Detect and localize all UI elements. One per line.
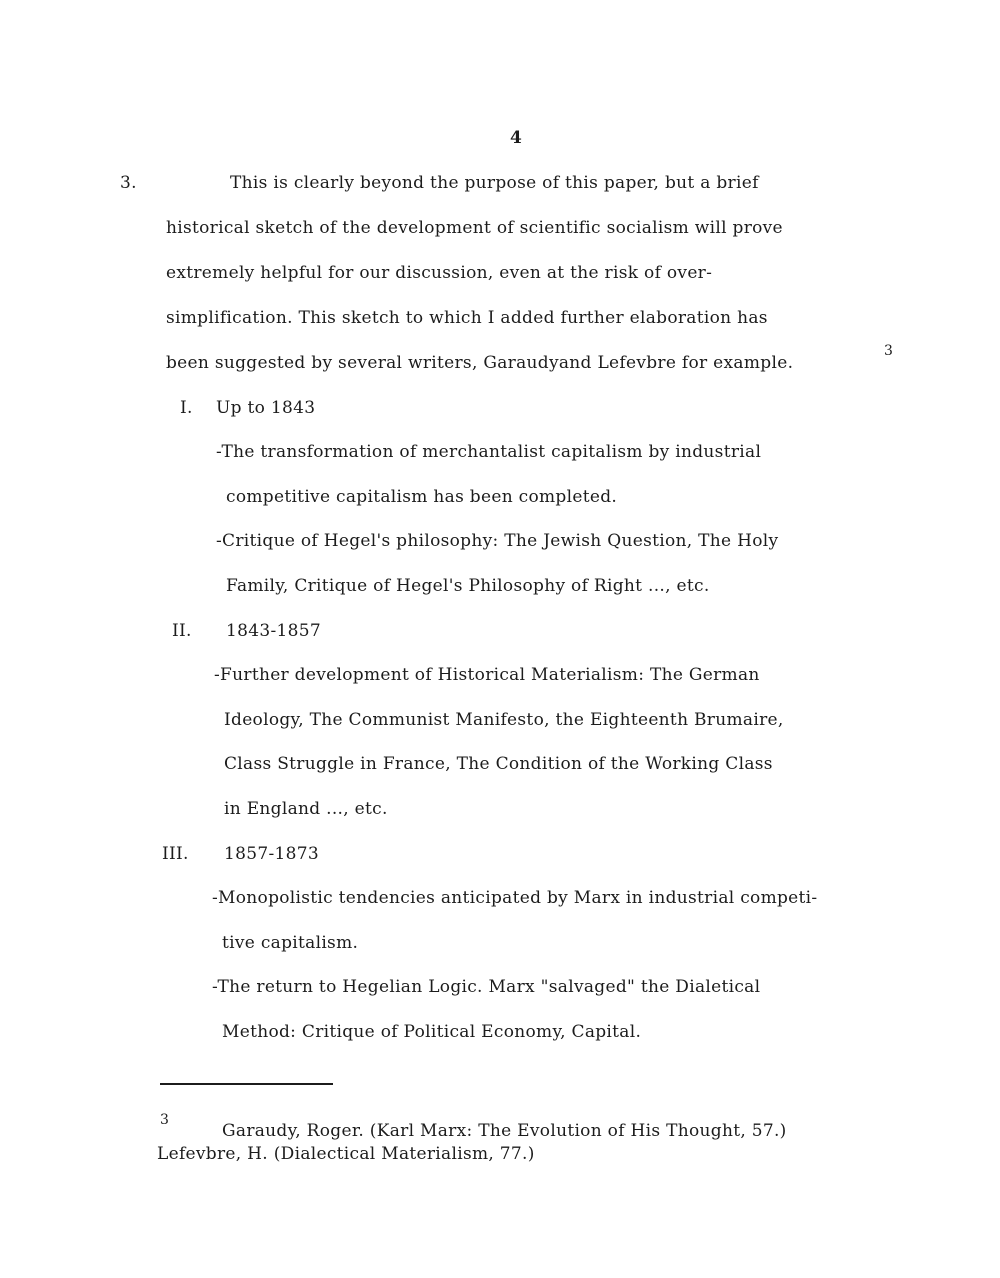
paragraph-line: extremely helpful for our discussion, even at the risk of over- (166, 263, 713, 283)
paragraph-line: historical sketch of the development of scientific socialism will prove (166, 218, 783, 238)
period-line: tive capitalism. (222, 933, 359, 953)
page-number: 4 (510, 128, 523, 148)
footnote-marker: 3 (160, 1112, 169, 1128)
period-line: in England ..., etc. (224, 799, 388, 819)
footnote-reference: 3 (884, 343, 893, 359)
period-line: -Critique of Hegel's philosophy: The Jewish Question, The Holy (216, 531, 779, 551)
period-numeral: III. (162, 844, 189, 864)
paragraph-line: simplification. This sketch to which I added further elaboration has (166, 308, 768, 328)
period-label: 1857-1873 (224, 844, 319, 864)
period-label: Up to 1843 (216, 398, 316, 418)
period-line: Family, Critique of Hegel's Philosophy of Right ..., etc. (226, 576, 710, 596)
period-line: Method: Critique of Political Economy, Capital. (222, 1022, 642, 1042)
period-line: Class Struggle in France, The Condition of the Working Class (224, 754, 773, 774)
section-number: 3. (120, 173, 137, 193)
period-line: -The transformation of merchantalist capitalism by industrial (216, 442, 762, 462)
paragraph-line: been suggested by several writers, Garaudyand Lefevbre for example. (166, 353, 794, 373)
period-line: -Further development of Historical Materialism: The German (214, 665, 760, 685)
footnote-line: Lefevbre, H. (Dialectical Materialism, 77.) (157, 1144, 535, 1164)
footnote-rule (160, 1083, 333, 1085)
footnote-line: Garaudy, Roger. (Karl Marx: The Evolution of His Thought, 57.) (222, 1121, 787, 1141)
period-line: Ideology, The Communist Manifesto, the Eighteenth Brumaire, (224, 710, 784, 730)
period-numeral: I. (180, 398, 193, 418)
period-label: 1843-1857 (226, 621, 321, 641)
period-line: -Monopolistic tendencies anticipated by Marx in industrial competi- (212, 888, 818, 908)
period-line: -The return to Hegelian Logic. Marx "salvaged" the Dialetical (212, 977, 761, 997)
period-line: competitive capitalism has been completed. (226, 487, 618, 507)
period-numeral: II. (172, 621, 192, 641)
paragraph-line: This is clearly beyond the purpose of this paper, but a brief (230, 173, 759, 193)
